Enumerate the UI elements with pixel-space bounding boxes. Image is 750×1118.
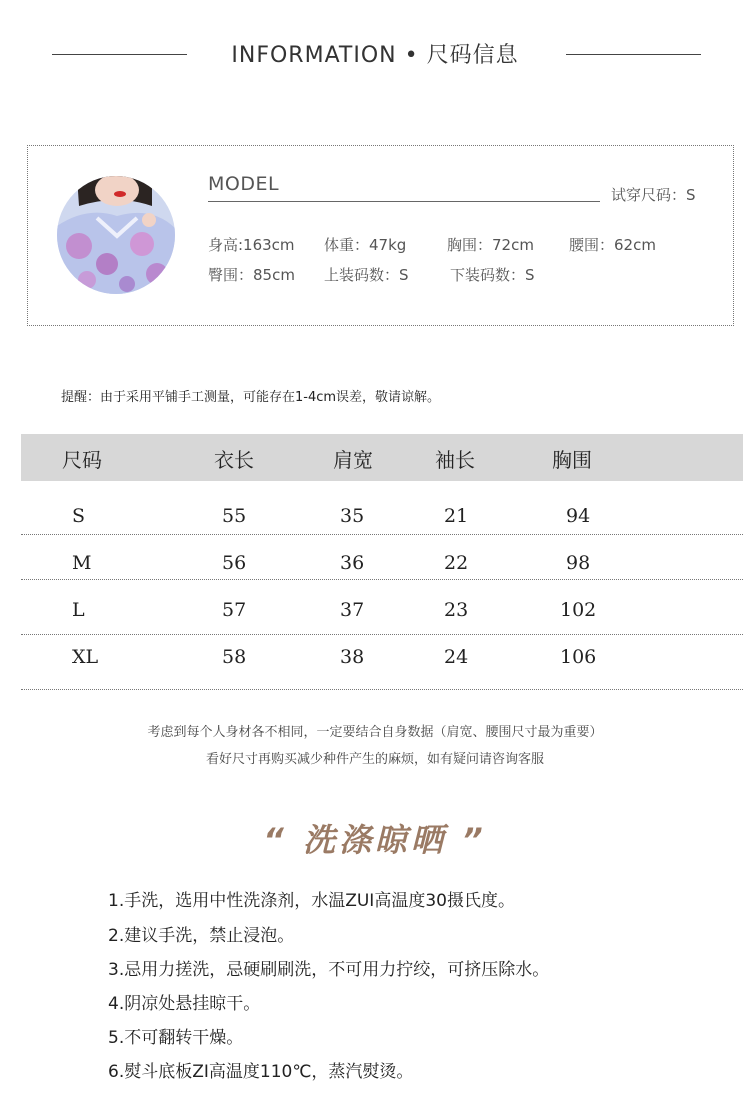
table-cell: 35 [340, 505, 365, 527]
page-title: INFORMATION • 尺码信息 [231, 43, 519, 68]
header-bust: 胸围 [552, 448, 592, 472]
table-cell: 23 [444, 599, 469, 621]
wash-item: 1.手洗，选用中性洗涤剂，水温ZUI高温度30摄氏度。 [108, 891, 515, 911]
table-cell: 21 [444, 505, 469, 527]
wash-title: “ 洗涤晾晒 ” [263, 821, 487, 859]
model-underline [208, 201, 600, 202]
table-cell: XL [72, 646, 99, 668]
table-cell: 55 [222, 505, 247, 527]
wash-item: 5.不可翻转干燥。 [108, 1028, 244, 1048]
table-cell: 94 [566, 505, 591, 527]
table-cell: 102 [560, 599, 597, 621]
size-note-2: 看好尺寸再购买减少种件产生的麻烦，如有疑问请咨询客服 [205, 752, 544, 767]
header-size: 尺码 [62, 448, 102, 472]
try-size: 试穿尺码：S [611, 186, 696, 204]
table-cell: 58 [222, 646, 247, 668]
row-divider [21, 634, 743, 635]
table-cell: L [72, 599, 85, 621]
table-cell: 106 [560, 646, 597, 668]
model-avatar [57, 176, 175, 294]
header-rule-right [566, 54, 701, 55]
table-cell: S [72, 505, 86, 527]
row-divider [21, 579, 743, 580]
table-cell: 56 [222, 552, 247, 574]
header-length: 衣长 [214, 448, 254, 472]
table-cell: 37 [340, 599, 365, 621]
header-sleeve: 袖长 [435, 448, 475, 472]
measurement-reminder: 提醒：由于采用平铺手工测量，可能存在1-4cm误差，敬请谅解。 [61, 390, 441, 405]
wash-item: 4.阴凉处悬挂晾干。 [108, 994, 261, 1014]
stat-bottom-size: 下装码数：S [450, 266, 535, 284]
header-shoulder: 肩宽 [333, 448, 373, 472]
stat-weight: 体重：47kg [324, 236, 407, 254]
stat-hip: 臀围：85cm [208, 266, 295, 284]
table-cell: 98 [566, 552, 591, 574]
wash-item: 2.建议手洗，禁止浸泡。 [108, 926, 295, 946]
table-cell: 22 [444, 552, 469, 574]
table-cell: 24 [444, 646, 469, 668]
wash-item: 6.熨斗底板ZI高温度110℃，蒸汽熨烫。 [108, 1062, 414, 1082]
size-note-1: 考虑到每个人身材各不相同，一定要结合自身数据（肩宽、腰围尺寸最为重要） [147, 725, 603, 740]
table-cell: 36 [340, 552, 365, 574]
table-cell: 38 [340, 646, 365, 668]
stat-waist: 腰围：62cm [569, 236, 656, 254]
stat-height: 身高:163cm [208, 236, 295, 254]
wash-item: 3.忌用力搓洗，忌硬刷刷洗，不可用力拧绞，可挤压除水。 [108, 960, 550, 980]
table-cell: M [72, 552, 92, 574]
table-cell: 57 [222, 599, 247, 621]
row-divider [21, 689, 743, 690]
row-divider [21, 534, 743, 535]
stat-bust: 胸围：72cm [447, 236, 534, 254]
stat-top-size: 上装码数：S [324, 266, 409, 284]
size-table-header [21, 434, 743, 481]
model-label: MODEL [208, 173, 280, 195]
